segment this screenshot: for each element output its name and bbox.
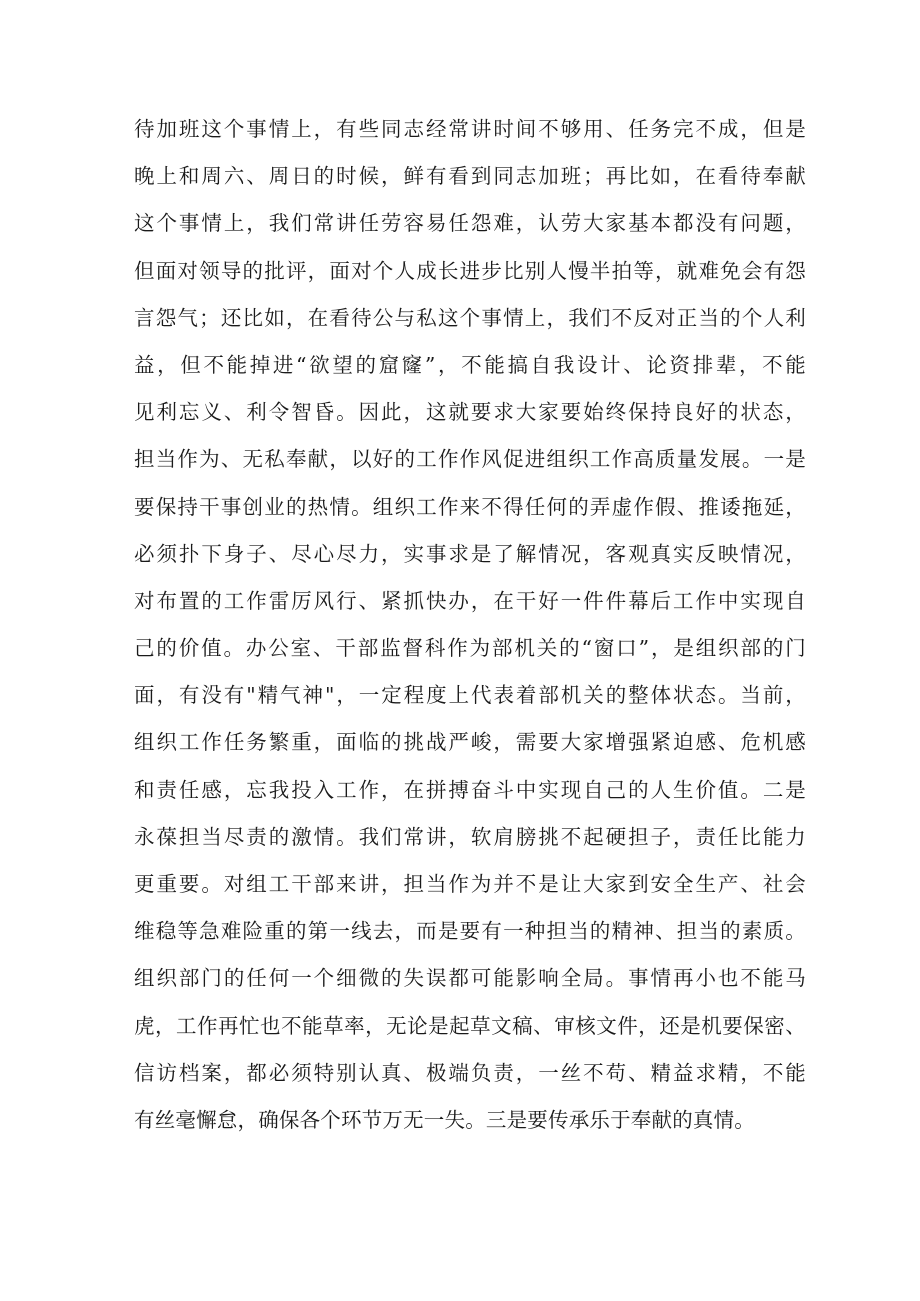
text-line: 待加班这个事情上，有些同志经常讲时间不够用、任务完不成，但是 <box>134 117 806 141</box>
text-line: 见利忘义、利令智昏。因此，这就要求大家要始终保持良好的状态， <box>134 400 806 425</box>
text-line: 必须扑下身子、尽心尽力，实事求是了解情况，客观真实反映情况， <box>134 541 806 566</box>
text-line: 组织工作任务繁重，面临的挑战严峻，需要大家增强紧迫感、危机感 <box>134 730 806 755</box>
text-line: 和责任感，忘我投入工作，在拼搏奋斗中实现自己的人生价值。二是 <box>134 777 806 802</box>
text-line: 面，有没有"精气神"，一定程度上代表着部机关的整体状态。当前， <box>134 683 806 708</box>
text-line: 担当作为、无私奉献，以好的工作作风促进组织工作高质量发展。一是 <box>134 447 806 472</box>
text-line: 言怨气；还比如，在看待公与私这个事情上，我们不反对正当的个人利 <box>134 305 806 330</box>
text-line: 信访档案，都必须特别认真、极端负责，一丝不苟、精益求精，不能 <box>134 1060 806 1085</box>
text-line: 己的价值。办公室、干部监督科作为部机关的“窗口”，是组织部的门 <box>134 636 806 661</box>
text-line: 益，但不能掉进“欲望的窟窿”，不能搞自我设计、论资排辈，不能 <box>134 352 806 377</box>
text-line: 但面对领导的批评，面对个人成长进步比别人慢半拍等，就难免会有怨 <box>134 258 806 283</box>
text-line: 有丝毫懈怠，确保各个环节万无一失。三是要传承乐于奉献的真情。 <box>134 1107 755 1132</box>
text-line: 这个事情上，我们常讲任劳容易任怨难，认劳大家基本都没有问题， <box>134 211 806 236</box>
text-line: 晚上和周六、周日的时候，鲜有看到同志加班；再比如，在看待奉献 <box>134 164 806 189</box>
text-line: 虎，工作再忙也不能草率，无论是起草文稿、审核文件，还是机要保密、 <box>134 1013 806 1038</box>
text-line: 更重要。对组工干部来讲，担当作为并不是让大家到安全生产、社会 <box>134 872 806 896</box>
text-line: 永葆担当尽责的激情。我们常讲，软肩膀挑不起硬担子，责任比能力 <box>134 824 806 849</box>
text-line: 对布置的工作雷厉风行、紧抓快办，在干好一件件幕后工作中实现自 <box>134 588 806 613</box>
text-line: 要保持干事创业的热情。组织工作来不得任何的弄虚作假、推诿拖延， <box>134 494 806 519</box>
text-line: 组织部门的任何一个细微的失误都可能影响全局。事情再小也不能马 <box>134 966 806 991</box>
body-paragraph <box>134 106 806 1144</box>
text-line: 维稳等急难险重的第一线去，而是要有一种担当的精神、担当的素质。 <box>134 919 806 944</box>
